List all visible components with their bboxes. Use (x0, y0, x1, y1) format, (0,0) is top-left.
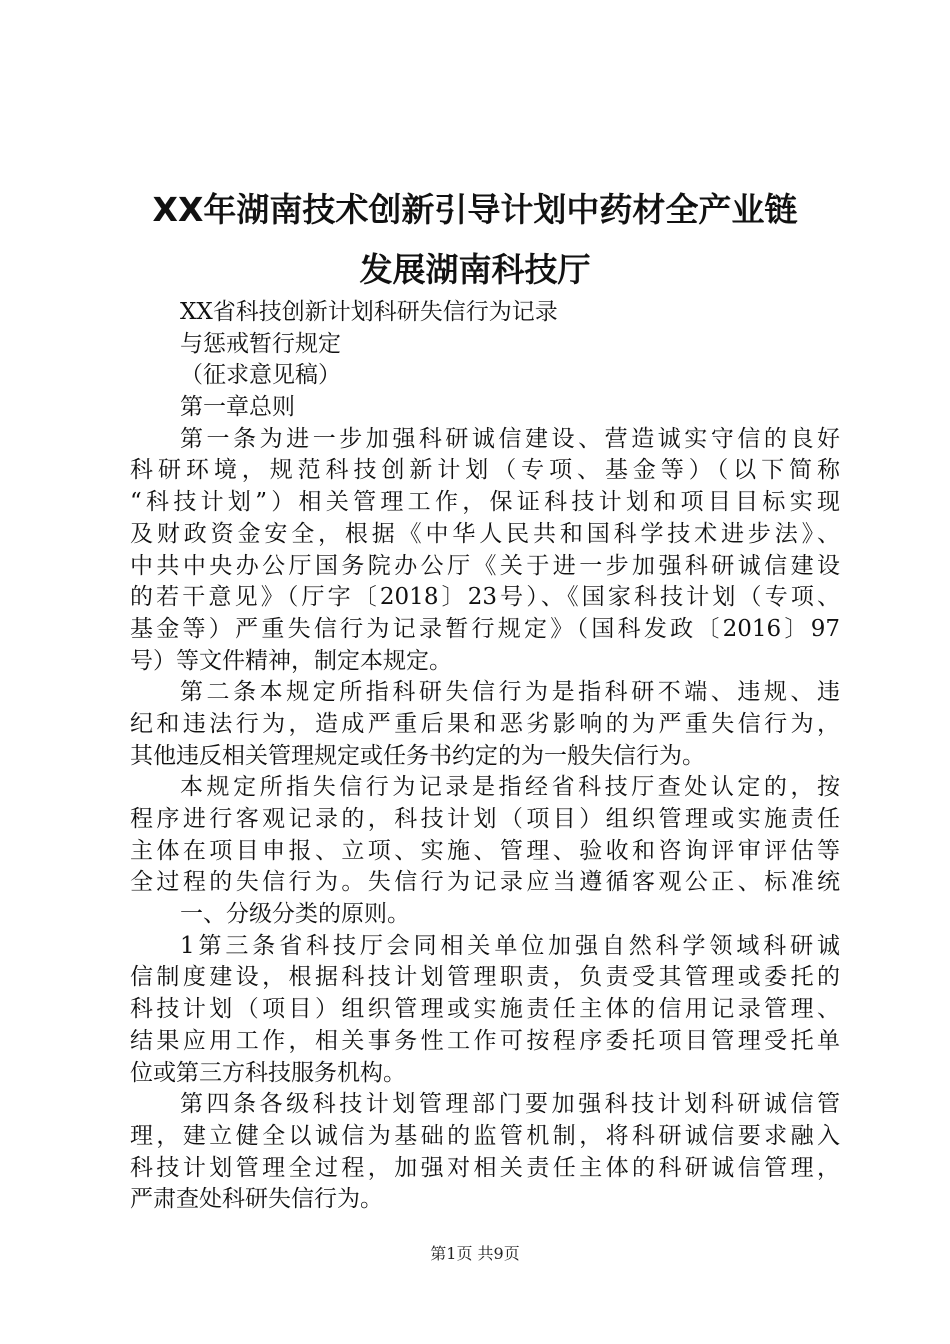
document-body (130, 297, 840, 1216)
body-text-line: 信制度建设，根据科技计划管理职责，负责受其管理或委托的 (130, 964, 840, 991)
document-title-line-2: 发展湖南科技厅 (359, 250, 591, 289)
body-text-line: 程序进行客观记录的，科技计划（项目）组织管理或实施责任 (130, 806, 840, 832)
body-text-line: 的若干意见》（厅字〔2018〕23号）、《国家科技计划（专项、 (130, 584, 840, 611)
body-text-line: 理，建立健全以诚信为基础的监管机制，将科研诚信要求融入 (130, 1122, 840, 1149)
body-text-line: 一、分级分类的原则。 (180, 901, 410, 928)
body-text-line: 第一章总则 (180, 394, 295, 421)
body-text-line: 主体在项目申报、立项、实施、管理、验收和咨询评审评估等 (130, 837, 840, 864)
body-text-line: 严肃查处科研失信行为。 (130, 1186, 383, 1213)
body-text-line: （征求意见稿） (180, 362, 341, 389)
body-text-line: 纪和违法行为，造成严重后果和恶劣影响的为严重失信行为， (130, 710, 840, 737)
body-text-line: 第二条本规定所指科研失信行为是指科研不端、违规、违 (180, 679, 840, 706)
document-title-line-1: XX年湖南技术创新引导计划中药材全产业链 (152, 190, 798, 229)
body-text-line: 1第三条省科技厅会同相关单位加强自然科学领域科研诚 (180, 932, 840, 959)
body-text-line: XX省科技创新计划科研失信行为记录 (180, 299, 558, 325)
body-text-line: 及财政资金安全，根据《中华人民共和国科学技术进步法》、 (130, 520, 840, 547)
body-text-line: 全过程的失信行为。失信行为记录应当遵循客观公正、标准统 (130, 869, 840, 896)
body-text-line: 中共中央办公厅国务院办公厅《关于进一步加强科研诚信建设 (130, 552, 840, 579)
body-text-line: 其他违反相关管理规定或任务书约定的为一般失信行为。 (130, 742, 705, 769)
body-text-line: 结果应用工作，相关事务性工作可按程序委托项目管理受托单 (130, 1027, 840, 1054)
body-text-line: 位或第三方科技服务机构。 (130, 1059, 406, 1086)
body-text-line: 基金等）严重失信行为记录暂行规定》（国科发政〔2016〕97 (130, 615, 840, 642)
body-text-line: 科技计划（项目）组织管理或实施责任主体的信用记录管理、 (130, 996, 840, 1023)
body-text-line: 号）等文件精神，制定本规定。 (130, 647, 452, 674)
body-text-line: “科技计划”）相关管理工作，保证科技计划和项目目标实现 (130, 489, 840, 516)
body-text-line: 第一条为进一步加强科研诚信建设、营造诚实守信的良好 (180, 425, 840, 452)
body-text-line: 科技计划管理全过程，加强对相关责任主体的科研诚信管理， (130, 1154, 840, 1181)
body-text-line: 本规定所指失信行为记录是指经省科技厅查处认定的，按 (180, 774, 840, 801)
body-text-line: 与惩戒暂行规定 (180, 330, 341, 357)
body-text-line: 第四条各级科技计划管理部门要加强科技计划科研诚信管 (180, 1091, 840, 1118)
body-text-line: 科研环境，规范科技创新计划（专项、基金等）（以下简称 (130, 457, 840, 484)
page-footer: 第1页 共9页 (430, 1244, 520, 1263)
